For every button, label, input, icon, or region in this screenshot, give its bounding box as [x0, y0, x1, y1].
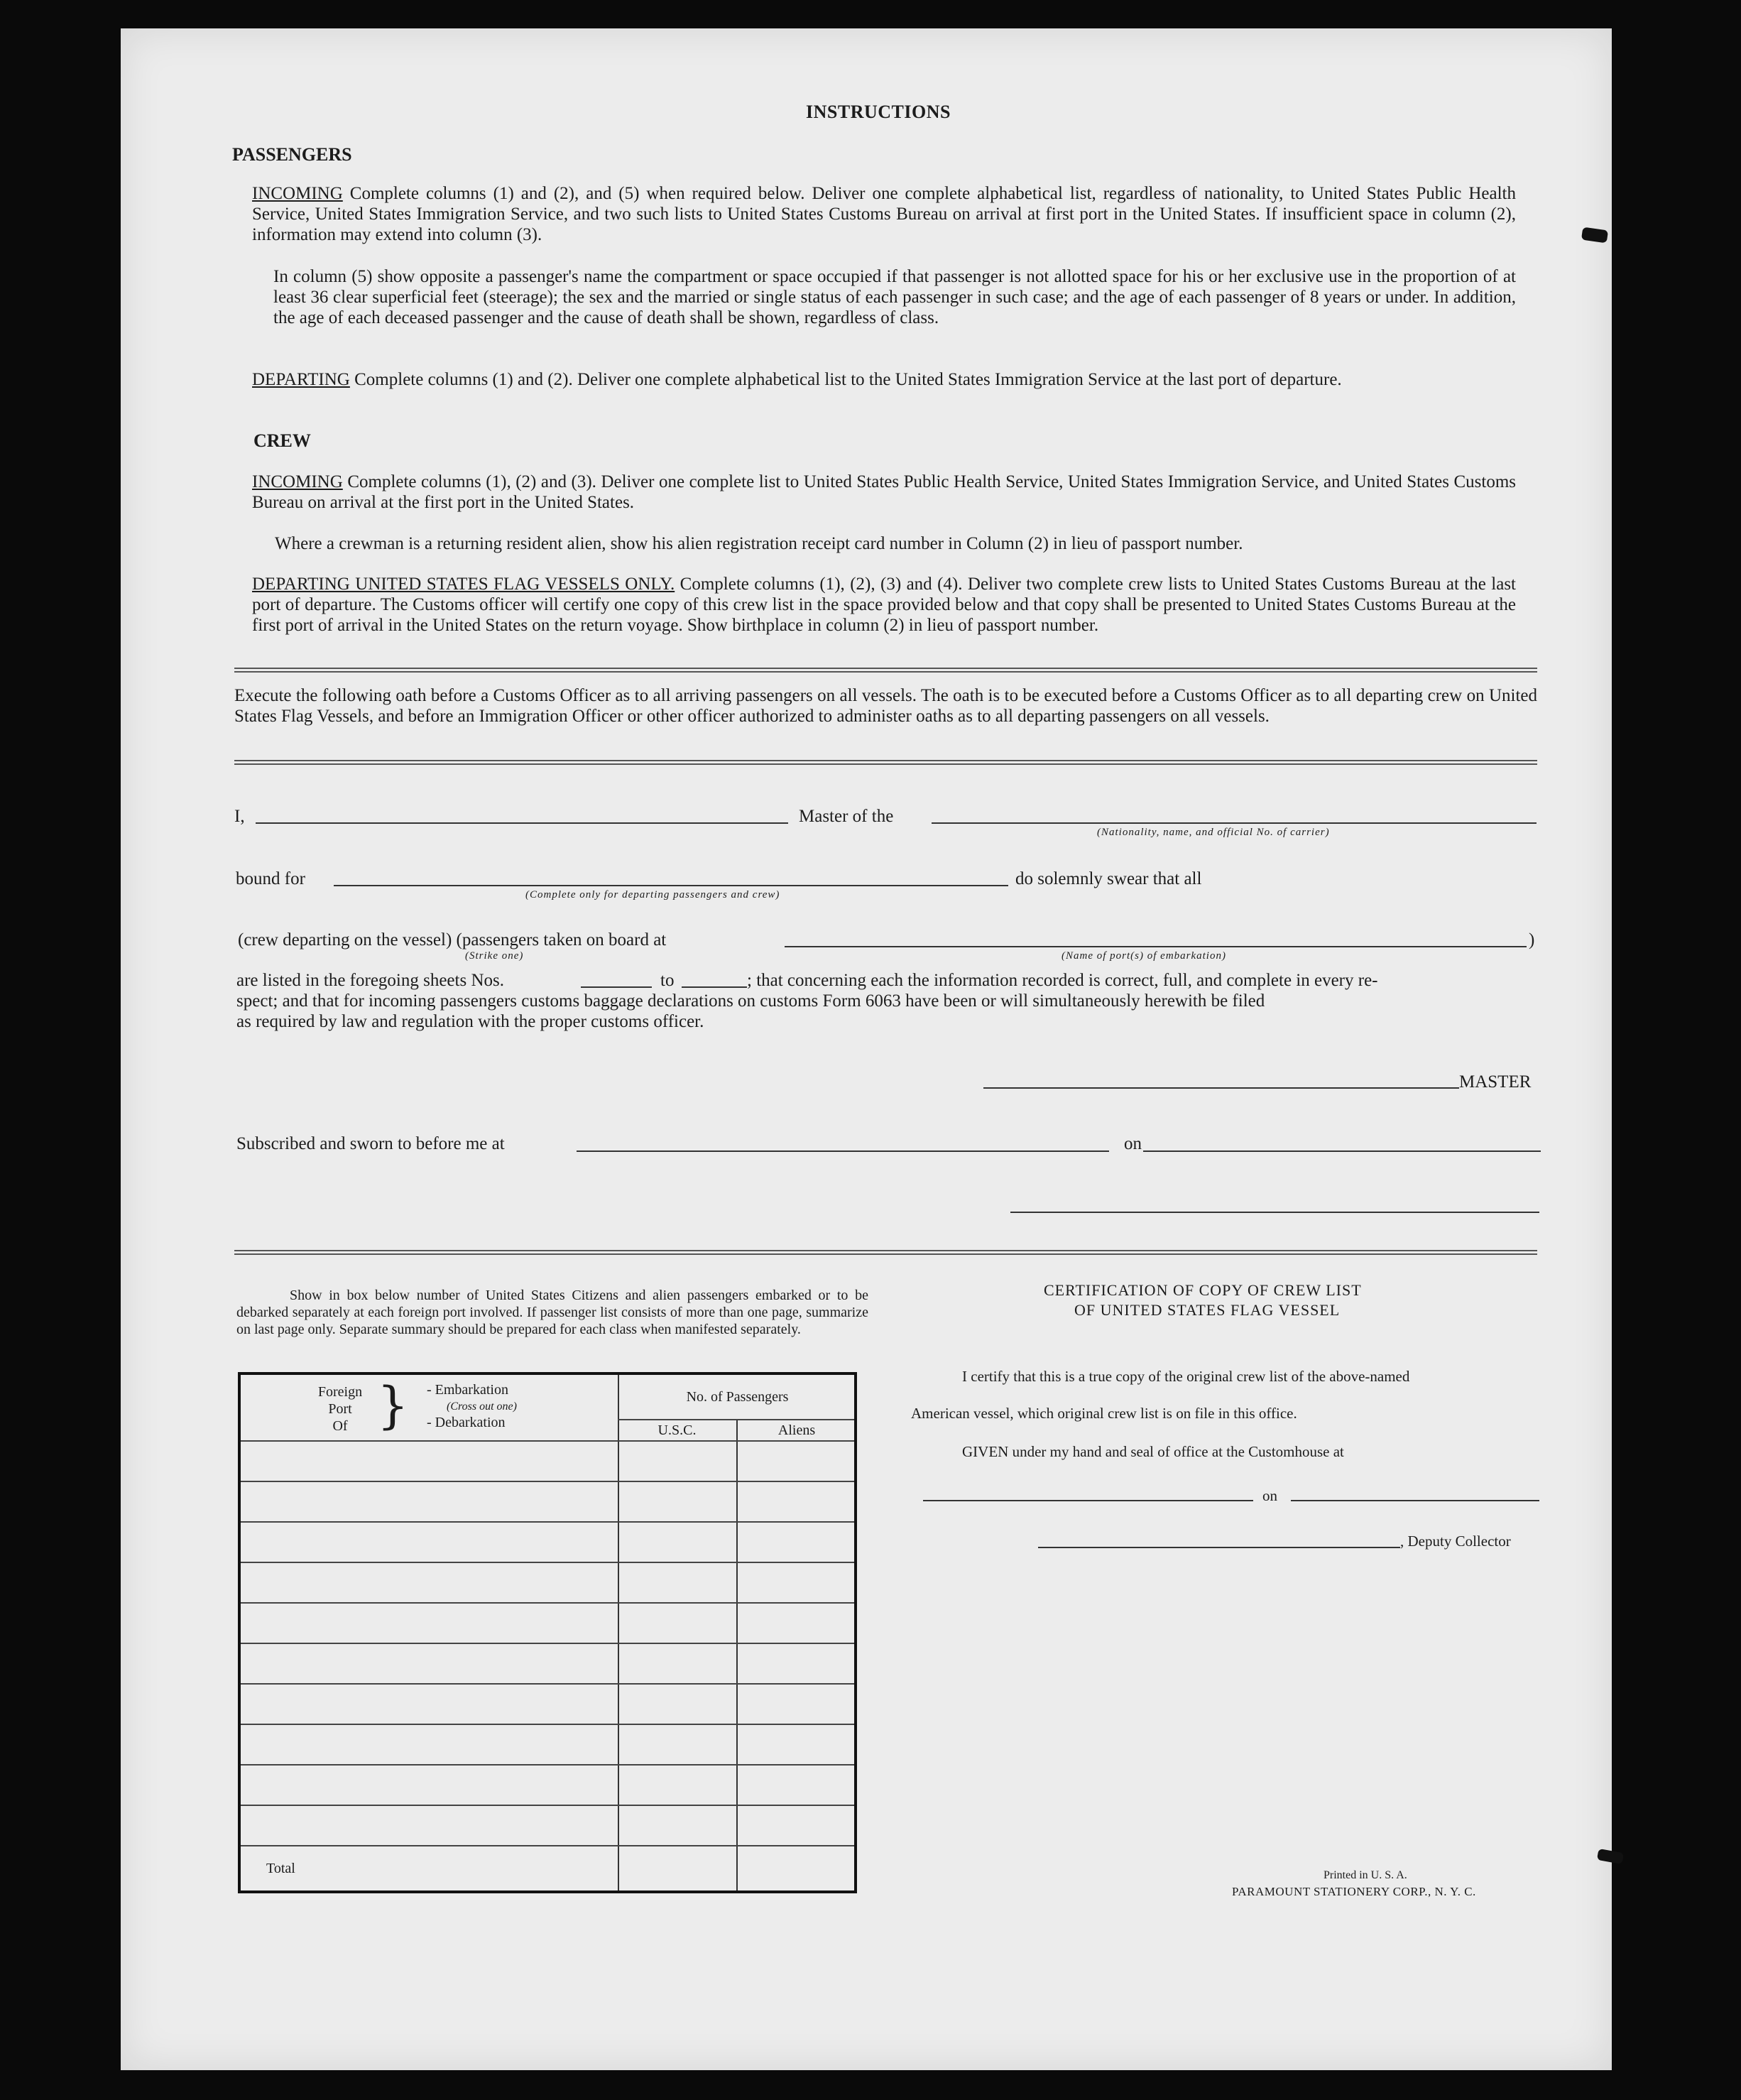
close-paren: ): [1529, 930, 1535, 950]
bound-for-line[interactable]: [334, 885, 1008, 886]
strike-caption: (Strike one): [465, 950, 524, 962]
foreign-label: Foreign: [317, 1384, 363, 1400]
port-label: Port: [328, 1401, 352, 1417]
listed-text-3: spect; and that for incoming passengers customs baggage declarations on customs Form 6063 have been or will simultaneously herewith be filed: [236, 991, 1265, 1011]
customhouse-line[interactable]: [923, 1500, 1253, 1501]
deputy-collector-line[interactable]: [1038, 1547, 1400, 1548]
ports-caption: (Name of port(s) of embarkation): [1061, 950, 1226, 962]
master-label: MASTER: [1459, 1072, 1532, 1092]
table-column-divider: [736, 1419, 738, 1890]
carrier-caption: (Nationality, name, and official No. of carrier): [1097, 827, 1330, 838]
table-row-divider: [241, 1602, 854, 1604]
master-signature-line[interactable]: [983, 1087, 1459, 1089]
crew-resident-paragraph: Where a crewman is a returning resident alien, show his alien registration receipt card number in Column (2) in lieu of passport number.: [275, 534, 1243, 553]
listed-text-4: as required by law and regulation with the proper customs officer.: [236, 1012, 704, 1031]
cross-out-caption: (Cross out one): [447, 1400, 517, 1413]
embarkation-label: - Embarkation: [427, 1382, 508, 1398]
deputy-collector-label: , Deputy Collector: [1400, 1533, 1511, 1550]
aliens-header: Aliens: [777, 1422, 816, 1438]
table-row-divider: [241, 1521, 854, 1523]
section-divider: [234, 668, 1537, 673]
table-row-divider: [241, 1481, 854, 1482]
section-divider: [234, 1250, 1537, 1255]
printed-in-usa: Printed in U. S. A.: [1324, 1869, 1407, 1881]
table-row-divider: [241, 1764, 854, 1766]
crew-departing-label: (crew departing on the vessel) (passengers taken on board at: [238, 930, 667, 950]
certification-heading-1: CERTIFICATION OF COPY OF CREW LIST: [1044, 1281, 1362, 1299]
officer-signature-line[interactable]: [1010, 1212, 1539, 1213]
table-row-divider: [241, 1643, 854, 1644]
crew-departing-label: DEPARTING UNITED STATES FLAG VESSELS ONLY.: [252, 575, 675, 594]
passengers-incoming-label: INCOMING: [252, 184, 343, 203]
table-row-divider: [241, 1845, 854, 1846]
passengers-departing-text: Complete columns (1) and (2). Deliver one complete alphabetical list to the United States Immigration Service at the last port of departure.: [354, 370, 1342, 389]
crew-incoming-text: Complete columns (1), (2) and (3). Deliver one complete list to United States Public Health Service, United States Immigration Service, and United States Customs Bureau on arrival at the first port in the United States.: [252, 472, 1516, 512]
table-header-divider: [241, 1440, 854, 1442]
oath-instruction: Execute the following oath before a Customs Officer as to all arriving passengers on all vessels. The oath is to be executed before a Customs Officer as to all departing crew on United States Flag Vessels, and before an Immigration Officer or other officer authorized to administer oaths as to all departing passengers on all vessels.: [234, 686, 1537, 726]
master-of-label: Master of the: [799, 807, 894, 826]
passengers-departing-paragraph: [252, 369, 1516, 390]
crew-departing-text: Complete columns (1), (2), (3) and (4). Deliver two complete crew lists to United States Customs Bureau at the last port of departure. The Customs officer will certify one copy of this crew list in the space provided below and that copy shall be presented to United States Customs Bureau at the first port of arrival in the United States on the return voyage. Show birthplace in column (2) in lieu of passport number.: [252, 575, 1517, 635]
sheet-from-line[interactable]: [581, 986, 652, 988]
usc-header: U.S.C.: [657, 1422, 697, 1438]
table-row-divider: [241, 1805, 854, 1806]
printer-name: PARAMOUNT STATIONERY CORP., N. Y. C.: [1232, 1885, 1476, 1898]
passengers-incoming-text: Complete columns (1) and (2), and (5) when required below. Deliver one complete alphabetical list, regardless of nationality, to United States Public Health Service, United States Immigration Service, and two such lists to United States Customs Bureau on arrival at first port in the United States. If insufficient space in column (2), information may extend into column (3).: [252, 184, 1516, 244]
swear-label: do solemnly swear that all: [1015, 869, 1202, 888]
listed-text-2: ; that concerning each the information recorded is correct, full, and complete in every re-: [747, 971, 1378, 990]
certification-date-line[interactable]: [1291, 1500, 1539, 1501]
crew-heading: CREW: [253, 430, 311, 451]
page-title: INSTRUCTIONS: [806, 102, 951, 122]
summary-instruction: Show in box below number of United States Citizens and alien passengers embarked or to be debarked separately at each foreign port involved. If passenger list consists of more than one page, summarize on last page only. Separate summary should be prepared for each class when manifested separately.: [236, 1288, 868, 1337]
of-label: Of: [332, 1418, 348, 1434]
certification-text-2: American vessel, which original crew list is on file in this office.: [911, 1405, 1297, 1422]
no-passengers-header: No. of Passengers: [686, 1389, 789, 1405]
table-row-divider: [241, 1683, 854, 1685]
table-subheader-divider: [618, 1419, 854, 1420]
crew-departing-paragraph: [252, 574, 1516, 636]
ports-line[interactable]: [785, 946, 1527, 947]
table-row-divider: [241, 1724, 854, 1725]
listed-text-1: are listed in the foregoing sheets Nos.: [236, 971, 504, 990]
certification-text-1: I certify that this is a true copy of the original crew list of the above-named: [962, 1368, 1410, 1385]
passenger-summary-table: [238, 1372, 857, 1893]
bound-for-label: bound for: [236, 869, 305, 888]
crew-incoming-label: INCOMING: [252, 472, 343, 491]
section-divider: [234, 760, 1537, 765]
bound-caption: (Complete only for departing passengers and crew): [525, 889, 780, 901]
passengers-incoming-paragraph: [252, 183, 1516, 245]
subscribed-place-line[interactable]: [577, 1150, 1109, 1152]
master-name-line[interactable]: [256, 822, 788, 824]
total-label: Total: [266, 1861, 295, 1876]
oath-i-label: I,: [234, 807, 245, 826]
carrier-line[interactable]: [932, 822, 1537, 824]
passengers-departing-label: DEPARTING: [252, 370, 350, 389]
brace-symbol: }: [377, 1376, 409, 1435]
passengers-heading: PASSENGERS: [232, 144, 352, 165]
table-row-divider: [241, 1562, 854, 1563]
certification-on-label: on: [1262, 1487, 1277, 1504]
subscribed-date-line[interactable]: [1143, 1150, 1541, 1152]
subscribed-label: Subscribed and sworn to before me at: [236, 1134, 505, 1153]
passengers-column5-paragraph: In column (5) show opposite a passenger's name the compartment or space occupied if that passenger is not allotted space for his or her exclusive use in the proportion of at least 36 clear superficial feet (steerage); the sex and the married or single status of each passenger in such case; and the age of each passenger of 8 years or under. In addition, the age of each deceased passenger and the cause of death shall be shown, regardless of class.: [273, 267, 1516, 327]
sheet-to-line[interactable]: [682, 986, 747, 988]
subscribed-on-label: on: [1124, 1134, 1142, 1153]
certification-given: GIVEN under my hand and seal of office at the Customhouse at: [962, 1443, 1344, 1460]
foreign-port-header: [308, 1383, 372, 1435]
certification-heading-2: OF UNITED STATES FLAG VESSEL: [1074, 1301, 1341, 1319]
debarkation-label: - Debarkation: [427, 1415, 506, 1430]
crew-incoming-paragraph: [252, 472, 1516, 513]
to-label: to: [660, 971, 675, 990]
table-column-divider: [618, 1375, 619, 1890]
